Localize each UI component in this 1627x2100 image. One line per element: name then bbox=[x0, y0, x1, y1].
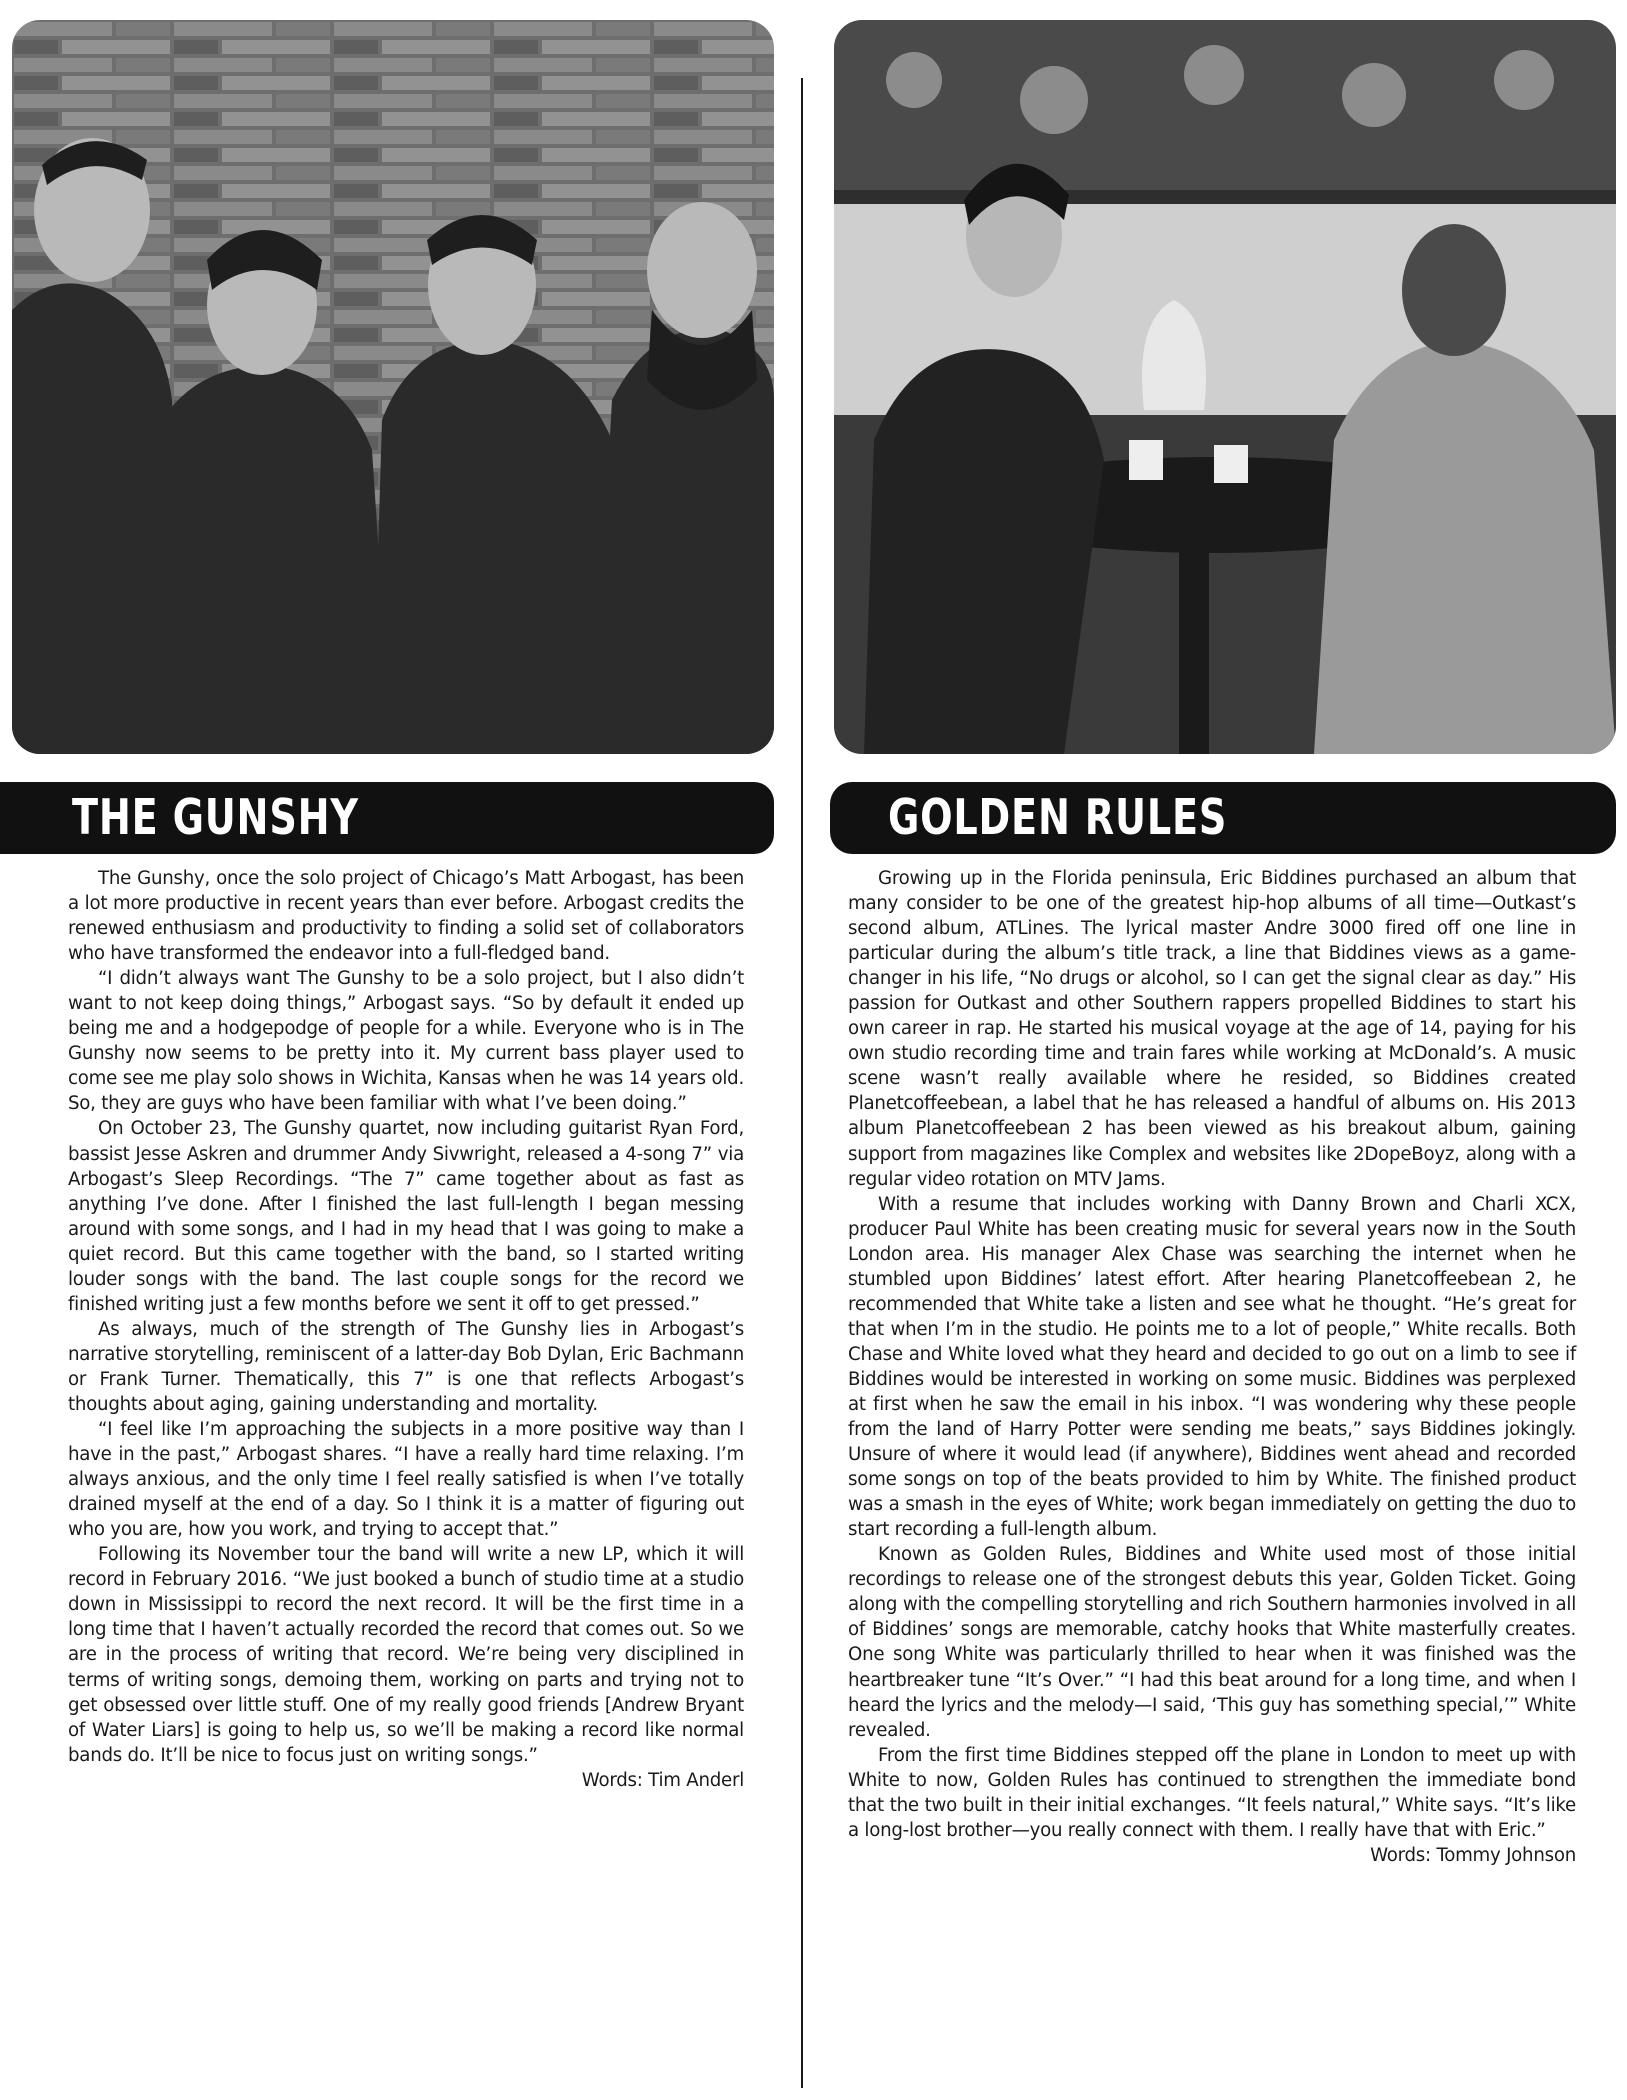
article-body bbox=[68, 866, 744, 1793]
article-title-banner bbox=[0, 782, 774, 854]
article-title: GOLDEN RULES bbox=[888, 789, 1228, 846]
band-photo-golden-rules bbox=[834, 20, 1616, 754]
paragraph: As always, much of the strength of The Gunshy lies in Arbogast’s narrative storytelling, reminiscent of a latter-day Bob Dylan, Eric Bachmann or Frank Turner. Thematically, this 7” is one that reflects Arbogast’s thoughts about aging, gaining understanding and mortality. bbox=[68, 1318, 744, 1415]
article-title: THE GUNSHY bbox=[72, 789, 359, 846]
byline: Words: Tommy Johnson bbox=[1370, 1844, 1576, 1866]
article-title-banner bbox=[830, 782, 1616, 854]
paragraph: “I didn’t always want The Gunshy to be a solo project, but I also didn’t want to not keep doing things,” Arbogast says. “So by default it ended up being me and a hodgepodge of people for a while. Everyone who is in The Gunshy now seems to be pretty into it. My current bass player used to come see me play solo shows in Wichita, Kansas when he was 14 years old. So, they are guys who have been familiar with what I’ve been doing.” bbox=[68, 968, 744, 1115]
paragraph: The Gunshy, once the solo project of Chicago’s Matt Arbogast, has been a lot more productive in recent years than ever before. Arbogast credits the renewed enthusiasm and productivity to finding a solid set of collaborators who have transformed the endeavor into a full-fledged band. bbox=[68, 868, 744, 965]
column-divider bbox=[801, 78, 803, 2088]
paragraph: “I feel like I’m approaching the subjects in a more positive way than I have in the past,” Arbogast shares. “I have a really hard time relaxing. I’m always anxious, and the only time I feel really satisfied is when I’ve totally drained myself at the end of a day. So I think it is a matter of figuring out who you are, how you work, and trying to accept that.” bbox=[68, 1419, 744, 1541]
paragraph: On October 23, The Gunshy quartet, now including guitarist Ryan Ford, bassist Jesse Askren and drummer Andy Sivwright, released a 4-song 7” via Arbogast’s Sleep Recordings. “The 7” came together about as fast as anything I’ve done. After I finished the last full-length I began messing around with some songs, and I had in my head that I was going to make a quiet record. But this came together with the band, so I started writing louder songs with the band. The last couple songs for the record we finished writing just a few months before we sent it off to get pressed.” bbox=[68, 1118, 744, 1315]
byline: Words: Tim Anderl bbox=[581, 1769, 744, 1791]
article-body bbox=[848, 866, 1576, 1868]
paragraph: Known as Golden Rules, Biddines and White used most of those initial recordings to release one of the strongest debuts this year, Golden Ticket. Going along with the compelling storytelling and rich Southern harmonies involved in all of Biddines’ songs are memorable, catchy hooks that White masterfully creates. One song White was particularly thrilled to hear when it was finished was the heartbreaker tune “It’s Over.” “I had this beat around for a long time, and when I heard the lyrics and the melody—I said, ‘This guy has something special,’” White revealed. bbox=[848, 1544, 1576, 1741]
paragraph: With a resume that includes working with Danny Brown and Charli XCX, producer Paul White has been creating music for several years now in the South London area. His manager Alex Chase was searching the internet when he stumbled upon Biddines’ latest effort. After hearing Planetcoffeebean 2, he recommended that White take a listen and see what he thought. “He’s great for that when I’m in the studio. He points me to a lot of people,” White recalls. Both Chase and White loved what they heard and decided to go out on a limb to see if Biddines would be interested in working on some music. Biddines was perplexed at first when he saw the email in his inbox. “I was wondering why these people from the land of Harry Potter were sending me beats,” says Biddines jokingly. Unsure of where it would lead (if anywhere), Biddines went ahead and recorded some songs on top of the beats provided to him by White. The finished product was a smash in the eyes of White; work began immediately on getting the duo to start recording a full-length album. bbox=[848, 1193, 1576, 1541]
paragraph: Growing up in the Florida peninsula, Eric Biddines purchased an album that many consider to be one of the greatest hip-hop albums of all time—Outkast’s second album, ATLines. The lyrical master Andre 3000 fired off one line in particular during the album’s title track, a line that Biddines views as a game-changer in his life, “No drugs or alcohol, so I can get the signal clear as day.” His passion for Outkast and other Southern rappers propelled Biddines to start his own career in rap. He started his musical voyage at the age of 14, paying for his own studio recording time and train fares while working at McDonald’s. A music scene wasn’t really available where he resided, so Biddines created Planetcoffeebean, a label that he has released a handful of albums on. His 2013 album Planetcoffeebean 2 has been viewed as his breakout album, gaining support from magazines like Complex and websites like 2DopeBoyz, along with a regular video rotation on MTV Jams. bbox=[848, 868, 1576, 1190]
paragraph: Following its November tour the band will write a new LP, which it will record in February 2016. “We just booked a bunch of studio time at a studio down in Mississippi to record the next record. It will be the first time in a long time that I haven’t actually recorded the record that comes out. So we are in the process of writing that record. We’re being very disciplined in terms of writing songs, demoing them, working on parts and trying not to get obsessed over little stuff. One of my really good friends [Andrew Bryant of Water Liars] is going to help us, so we’ll be making a record like normal bands do. It’ll be nice to focus just on writing songs.” bbox=[68, 1544, 744, 1766]
band-photo-gunshy bbox=[12, 20, 774, 754]
paragraph: From the first time Biddines stepped off the plane in London to meet up with White to now, Golden Rules has continued to strengthen the immediate bond that the two built in their initial exchanges. “It feels natural,” White says. “It’s like a long-lost brother—you really connect with them. I really have that with Eric.” bbox=[848, 1744, 1576, 1841]
